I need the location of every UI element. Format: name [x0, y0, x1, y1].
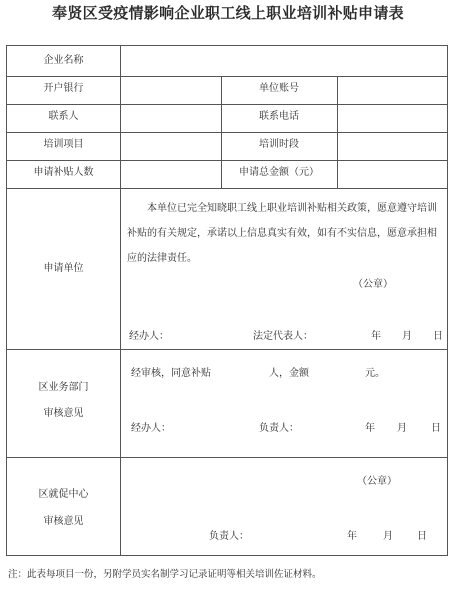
- form-title: 奉贤区受疫情影响企业职工线上职业培训补贴申请表: [52, 4, 404, 22]
- label-account: 单位账号: [259, 83, 299, 94]
- label-bank: 开户银行: [43, 83, 84, 94]
- label-applicants: 申请补贴人数: [33, 167, 94, 178]
- commitment-paragraph: 本单位已完全知晓职工线上职业培训补贴相关政策，愿意遵守培训补贴的有关规定，承诺以上信息真实有效，如有不实信息，愿意承担相应的法律责任。: [127, 203, 437, 264]
- district-day: 日: [431, 423, 441, 434]
- label-applicant-unit: 申请单位: [43, 263, 84, 274]
- district-year: 年: [365, 423, 375, 434]
- column-divider: [120, 46, 121, 555]
- label-total-amount: 申请总金额（元）: [239, 167, 319, 178]
- center-responsible-label: 负责人：: [209, 531, 249, 542]
- district-yuan-label: 元。: [365, 368, 385, 379]
- application-form-table: [6, 45, 448, 556]
- applicant-month: 月: [402, 331, 412, 342]
- district-responsible-label: 负责人：: [259, 423, 299, 434]
- district-persons-label: 人，金额: [269, 368, 309, 379]
- label-phone: 联系电话: [259, 111, 299, 122]
- label-company-name: 企业名称: [43, 55, 84, 66]
- column-divider: [337, 76, 338, 188]
- row-divider: [7, 132, 447, 133]
- row-divider: [7, 76, 447, 77]
- row-divider: [7, 457, 447, 458]
- applicant-handler-label: 经办人：: [129, 331, 169, 342]
- row-divider: [7, 104, 447, 105]
- label-period: 培训时段: [259, 139, 299, 150]
- label-project: 培训项目: [43, 139, 84, 150]
- row-divider: [7, 349, 447, 350]
- center-seal: （公章）: [357, 476, 397, 487]
- label-contact: 联系人: [48, 111, 79, 122]
- district-handler-label: 经办人：: [131, 423, 171, 434]
- applicant-seal: （公章）: [353, 279, 393, 290]
- district-month: 月: [397, 423, 407, 434]
- center-month: 月: [383, 531, 393, 542]
- applicant-year: 年: [371, 331, 381, 342]
- label-district-review: 审核意见: [43, 408, 84, 419]
- label-employment-center: 区就促中心: [38, 489, 89, 500]
- center-day: 日: [417, 531, 427, 542]
- row-divider: [7, 160, 447, 161]
- applicant-legal-rep-label: 法定代表人：: [253, 331, 313, 342]
- label-center-review: 审核意见: [43, 516, 84, 527]
- row-divider: [7, 188, 447, 189]
- footnote: 注：此表每项目一份，另附学员实名制学习记录证明等相关培训佐证材料。: [8, 569, 322, 580]
- district-approve-prefix: 经审核，同意补贴: [131, 368, 211, 379]
- label-district-dept: 区业务部门: [38, 382, 89, 393]
- applicant-day: 日: [433, 331, 443, 342]
- center-year: 年: [347, 531, 357, 542]
